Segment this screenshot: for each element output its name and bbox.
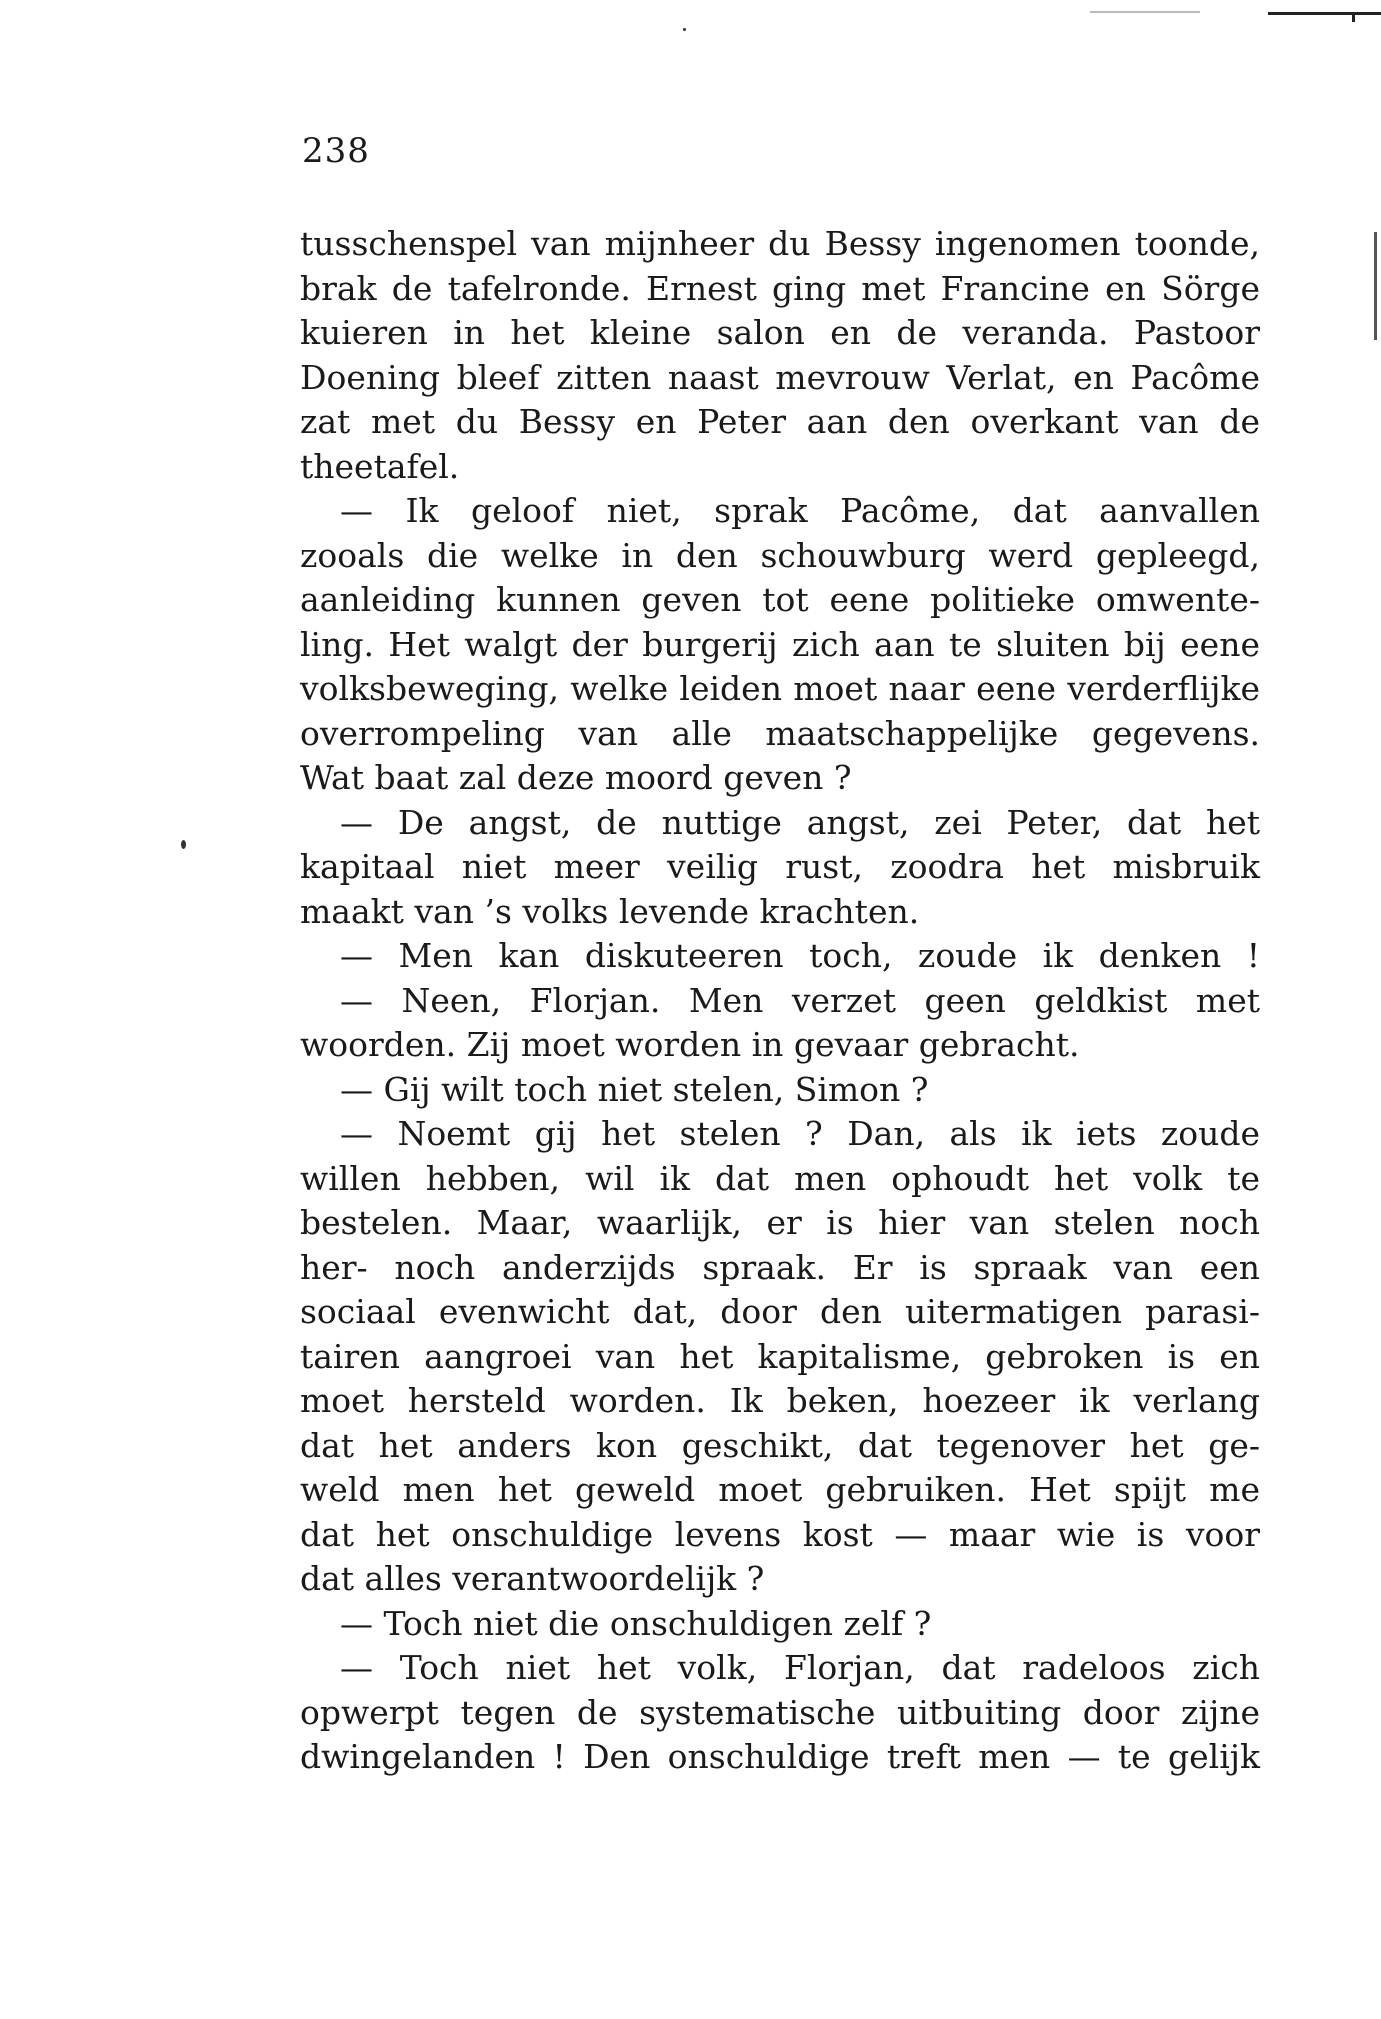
text-line: overrompeling van alle maatschappelijke gegevens. xyxy=(300,713,1260,753)
text-line: zat met du Bessy en Peter aan den overkant van de xyxy=(300,402,1260,441)
text-line: maakt van ’s volks levende krachten. xyxy=(300,891,920,931)
text-line: woorden. Zij moet worden in gevaar gebracht. xyxy=(300,1025,1080,1064)
text-line: willen hebben, wil ik dat men ophoudt het volk te xyxy=(300,1158,1260,1198)
ink-speck xyxy=(181,840,186,849)
text-line: dat alles verantwoordelijk ? xyxy=(300,1559,765,1598)
text-line: theetafel. xyxy=(300,446,460,486)
text-line: weld men het geweld moet gebruiken. Het spijt me xyxy=(300,1470,1260,1509)
ink-speck xyxy=(683,28,686,31)
text-line: zooals die welke in den schouwburg werd gepleegd, xyxy=(300,535,1260,575)
text-line: dat het anders kon geschikt, dat tegenover het ge- xyxy=(300,1425,1260,1465)
text-line: her- noch anderzijds spraak. Er is spraak van een xyxy=(300,1247,1260,1287)
body-text xyxy=(300,222,1260,1780)
scan-edge-rule xyxy=(1268,12,1381,15)
text-line: — Neen, Florjan. Men verzet geen geldkist met xyxy=(340,980,1260,1020)
text-line: kuieren in het kleine salon en de veranda. Pastoor xyxy=(300,313,1260,352)
text-line: — Gij wilt toch niet stelen, Simon ? xyxy=(340,1069,929,1109)
text-line: — Toch niet het volk, Florjan, dat radeloos zich xyxy=(340,1648,1260,1687)
text-line: tusschenspel van mijnheer du Bessy ingenomen toonde, xyxy=(300,224,1260,263)
text-line: tairen aangroei van het kapitalisme, gebroken is en xyxy=(300,1336,1260,1376)
text-line: — Toch niet die onschuldigen zelf ? xyxy=(340,1603,932,1643)
text-line: — Men kan diskuteeren toch, zoude ik denken ! xyxy=(340,936,1260,975)
text-line: volksbeweging, welke leiden moet naar eene verderflijke xyxy=(300,669,1260,708)
text-line: aanleiding kunnen geven tot eene politieke omwente- xyxy=(300,580,1260,619)
text-line: dwingelanden ! Den onschuldige treft men — te gelijk xyxy=(300,1737,1260,1776)
text-line: ling. Het walgt der burgerij zich aan te sluiten bij eene xyxy=(300,624,1260,664)
text-line: sociaal evenwicht dat, door den uitermatigen parasi- xyxy=(300,1292,1260,1331)
text-line: — Ik geloof niet, sprak Pacôme, dat aanvallen xyxy=(340,491,1260,530)
scan-edge-tick xyxy=(1352,12,1355,22)
page-number: 238 xyxy=(302,131,370,171)
text-line: brak de tafelronde. Ernest ging met Francine en Sörge xyxy=(300,268,1260,308)
text-line: bestelen. Maar, waarlijk, er is hier van stelen noch xyxy=(300,1203,1260,1242)
margin-mark xyxy=(1374,232,1377,340)
scan-edge-mark xyxy=(1090,11,1200,13)
text-line: opwerpt tegen de systematische uitbuiting door zijne xyxy=(300,1692,1260,1732)
text-line: kapitaal niet meer veilig rust, zoodra het misbruik xyxy=(300,847,1260,886)
text-line: — Noemt gij het stelen ? Dan, als ik iets zoude xyxy=(340,1114,1260,1153)
text-line: Wat baat zal deze moord geven ? xyxy=(300,758,852,797)
text-line: Doening bleef zitten naast mevrouw Verlat, en Pacôme xyxy=(300,357,1260,397)
text-line: — De angst, de nuttige angst, zei Peter, dat het xyxy=(340,802,1260,842)
text-line: dat het onschuldige levens kost — maar wie is voor xyxy=(300,1514,1260,1554)
text-line: moet hersteld worden. Ik beken, hoezeer ik verlang xyxy=(300,1381,1260,1420)
